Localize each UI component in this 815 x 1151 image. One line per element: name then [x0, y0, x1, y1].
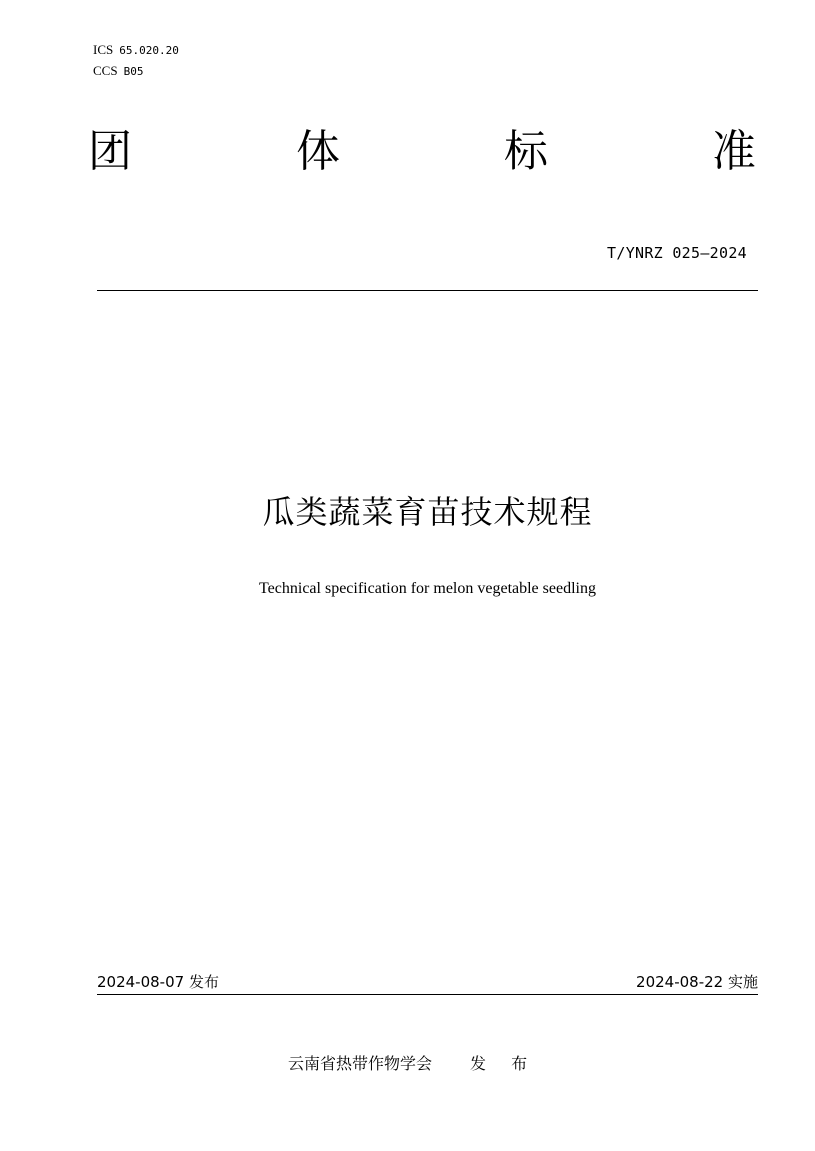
publish-date: 2024-08-07 发布	[97, 973, 219, 991]
ccs-value: B05	[123, 65, 144, 78]
document-title-english: Technical specification for melon vegetable seedling	[259, 580, 596, 597]
publisher-action: 发 布	[470, 1054, 538, 1073]
bottom-divider	[97, 994, 758, 995]
standard-type-char: 团	[88, 126, 132, 177]
standard-number: T/YNRZ 025—2024	[607, 244, 747, 262]
document-title-chinese: 瓜类蔬菜育苗技术规程	[262, 493, 593, 531]
publisher-name: 云南省热带作物学会	[288, 1054, 433, 1073]
standard-type-char: 准	[712, 126, 756, 177]
ccs-row	[93, 61, 179, 82]
standard-type-heading	[88, 122, 756, 182]
implementation-date: 2024-08-22 实施	[636, 973, 758, 991]
standard-type-char: 标	[504, 126, 548, 177]
standard-type-char: 体	[296, 126, 340, 177]
ics-value: 65.020.20	[119, 44, 179, 57]
ics-row	[93, 40, 179, 61]
ccs-label: CCS	[93, 63, 118, 78]
ics-label: ICS	[93, 42, 114, 57]
classification-codes	[93, 40, 179, 82]
publisher-line	[288, 1053, 537, 1075]
top-divider	[97, 290, 758, 291]
